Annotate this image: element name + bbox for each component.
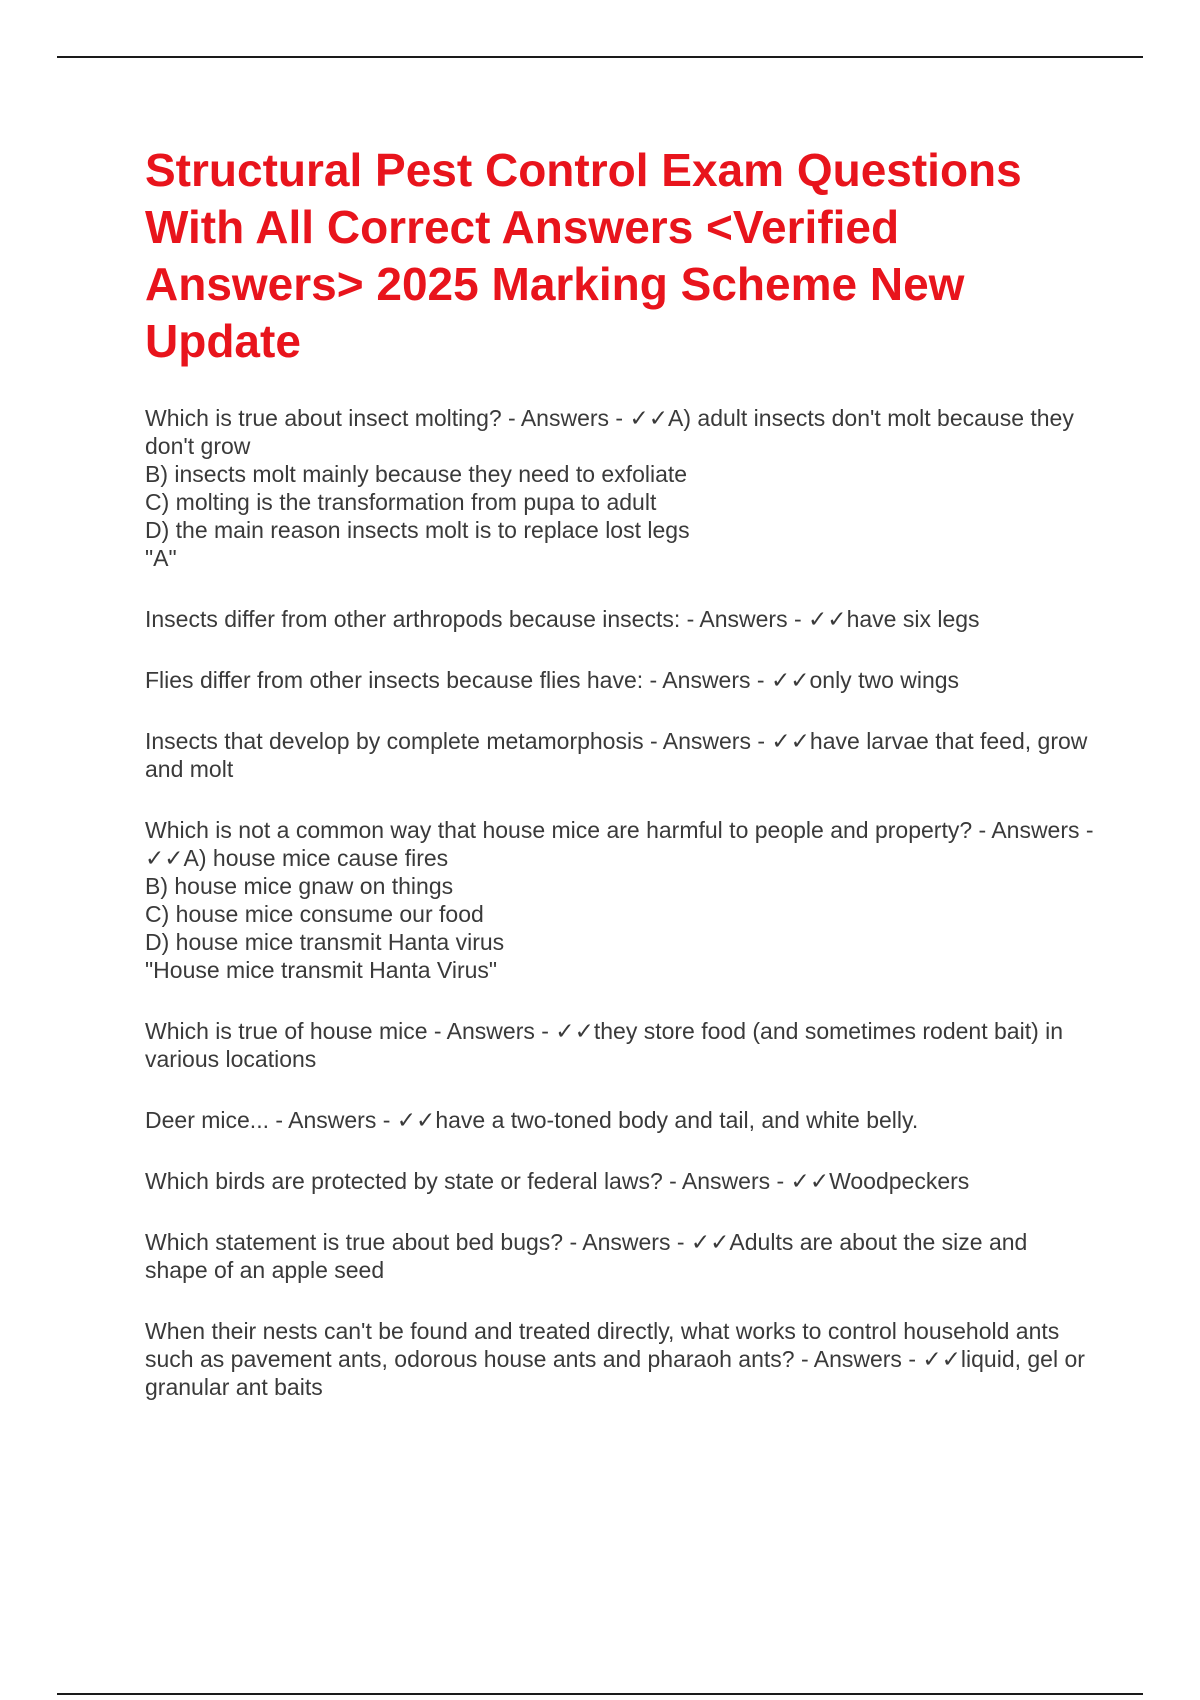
- page-content: [145, 142, 1095, 1434]
- document-title: Structural Pest Control Exam Questions With All Correct Answers <Verified Answers> 2025 Marking Scheme New Update: [145, 144, 1022, 367]
- question-answer-item: When their nests can't be found and treated directly, what works to control household ants such as pavement ants, odorous house ants and pharaoh ants? - Answers - ✓✓liquid, gel or granular ant baits: [145, 1318, 1085, 1400]
- question-answer-item: Flies differ from other insects because flies have: - Answers - ✓✓only two wings: [145, 667, 960, 693]
- question-answer-item: Insects that develop by complete metamorphosis - Answers - ✓✓have larvae that feed, grow and molt: [145, 728, 1088, 782]
- question-answer-item: Insects differ from other arthropods because insects: - Answers - ✓✓have six legs: [145, 606, 980, 632]
- question-answer-item: Which statement is true about bed bugs? - Answers - ✓✓Adults are about the size and shape of an apple seed: [145, 1229, 1028, 1283]
- top-rule: [57, 56, 1143, 58]
- question-answer-item: Which is true about insect molting? - Answers - ✓✓A) adult insects don't molt because they don't grow B) insects molt mainly because they need to exfoliate C) molting is the transformation from pupa to adult D) the main reason insects molt is to replace lost legs "A": [145, 405, 1074, 571]
- question-answer-item: Deer mice... - Answers - ✓✓have a two-toned body and tail, and white belly.: [145, 1107, 919, 1133]
- bottom-rule: [57, 1693, 1143, 1695]
- question-answer-item: Which is not a common way that house mice are harmful to people and property? - Answers - ✓✓A) house mice cause fires B) house mice gnaw on things C) house mice consume our food D) house mice transmit Hanta virus "House mice transmit Hanta Virus": [145, 817, 1094, 983]
- question-answer-item: Which birds are protected by state or federal laws? - Answers - ✓✓Woodpeckers: [145, 1168, 970, 1194]
- question-answer-item: Which is true of house mice - Answers - ✓✓they store food (and sometimes rodent bait) in various locations: [145, 1018, 1064, 1072]
